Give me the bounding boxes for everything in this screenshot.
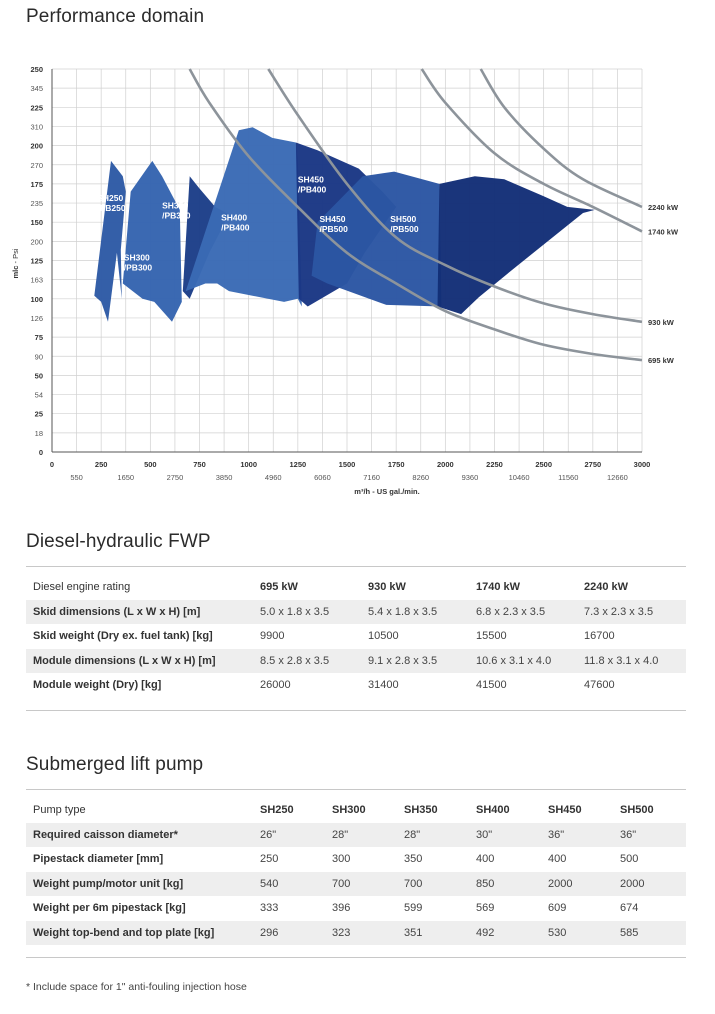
diesel-cell: 9900 [260, 630, 285, 643]
diesel-header-cell: Diesel engine rating [33, 581, 131, 594]
diesel-row-label: Module weight (Dry) [kg] [33, 679, 162, 692]
lift-cell: 30" [469, 823, 541, 848]
y-tick-label: 150 [30, 218, 43, 228]
y-tick-label: 25 [34, 409, 43, 419]
x-tick-label-gpm: 12660 [606, 473, 628, 482]
y-tick-label-psi: 163 [30, 275, 43, 285]
region-label: SH400 /PB400 [221, 212, 250, 233]
lift-cell: 540 [253, 872, 325, 897]
y-tick-label-psi: 18 [34, 428, 43, 438]
y-tick-label-psi: 235 [30, 199, 43, 209]
y-tick-label: 100 [30, 294, 43, 304]
x-tick-label-gpm: 550 [70, 473, 83, 482]
curve-label: 695 kW [648, 356, 674, 366]
x-tick-label: 2750 [584, 460, 602, 469]
diesel-header-cell: 1740 kW [476, 581, 521, 594]
y-tick-label-psi: 90 [34, 352, 43, 362]
y-tick-label: 200 [30, 141, 43, 151]
diesel-cell: 9.1 x 2.8 x 3.5 [361, 649, 469, 674]
y-tick-label-psi: 54 [34, 390, 43, 400]
diesel-row-label: Skid weight (Dry ex. fuel tank) [kg] [33, 630, 213, 643]
x-tick-label-gpm: 3850 [215, 473, 233, 482]
x-axis-title: m³/h - US gal./min. [354, 487, 420, 496]
lift-cell: 850 [469, 872, 541, 897]
lift-row-label: Required caisson diameter* [26, 823, 253, 848]
diesel-cell: 31400 [368, 679, 399, 692]
x-tick-label: 500 [144, 460, 157, 469]
region-label: SH450 /PB500 [319, 214, 348, 235]
y-axis-title-sep: - [11, 258, 20, 266]
lift-cell: 400 [548, 853, 567, 866]
y-tick-label: 175 [30, 179, 43, 189]
performance-title: Performance domain [26, 6, 205, 27]
lift-cell: 2000 [541, 872, 613, 897]
y-tick-label: 225 [30, 103, 43, 113]
lift-header-cell: SH450 [548, 804, 582, 817]
diesel-cell: 11.8 x 3.1 x 4.0 [577, 649, 686, 674]
lift-cell: 36" [613, 823, 686, 848]
diesel-header-row [26, 575, 686, 600]
x-tick-label-gpm: 11560 [558, 473, 579, 482]
x-tick-label-gpm: 10460 [508, 473, 530, 482]
lift-header-cell: SH350 [404, 804, 438, 817]
x-tick-label-gpm: 8260 [412, 473, 430, 482]
x-tick-label: 3000 [633, 460, 651, 469]
x-tick-label-gpm: 1650 [117, 473, 135, 482]
lift-cell: 2000 [613, 872, 686, 897]
lift-cell: 26" [253, 823, 325, 848]
lift-cell: 333 [260, 902, 279, 915]
diesel-row [26, 673, 686, 698]
lift-header-cell: SH500 [620, 804, 654, 817]
lift-cell: 400 [476, 853, 495, 866]
lift-cell: 530 [541, 921, 613, 946]
lift-cell: 492 [469, 921, 541, 946]
lift-header-cell: SH300 [332, 804, 366, 817]
diesel-cell: 26000 [260, 679, 291, 692]
lift-cell: 700 [325, 872, 397, 897]
y-tick-label-psi: 270 [30, 160, 43, 170]
x-tick-label: 750 [193, 460, 206, 469]
lift-row-label: Weight top-bend and top plate [kg] [26, 921, 253, 946]
x-tick-label: 2500 [535, 460, 553, 469]
diesel-row-label: Skid dimensions (L x W x H) [m] [26, 600, 253, 625]
y-tick-label: 250 [30, 65, 43, 74]
lift-row [26, 921, 686, 946]
diesel-row-label: Module dimensions (L x W x H) [m] [26, 649, 253, 674]
lift-row [26, 872, 686, 897]
diesel-title: Diesel-hydraulic FWP [26, 531, 211, 552]
diesel-top-rule [26, 566, 686, 567]
diesel-row [26, 624, 686, 649]
lift-cell: 250 [260, 853, 279, 866]
lift-cell: 585 [613, 921, 686, 946]
lift-cell: 500 [620, 853, 639, 866]
diesel-cell: 5.0 x 1.8 x 3.5 [253, 600, 361, 625]
lift-header-cell: Pump type [33, 804, 86, 817]
lift-row [26, 896, 686, 921]
diesel-cell: 10.6 x 3.1 x 4.0 [469, 649, 577, 674]
y-tick-label: 0 [38, 448, 43, 457]
lift-header-cell: SH250 [260, 804, 294, 817]
diesel-cell: 5.4 x 1.8 x 3.5 [361, 600, 469, 625]
curve-label: 2240 kW [648, 202, 679, 212]
diesel-table [26, 575, 686, 698]
lift-cell: 396 [332, 902, 351, 915]
x-tick-label: 1500 [338, 460, 356, 469]
lift-cell: 569 [476, 902, 495, 915]
lift-header-row [26, 798, 686, 823]
region-label: SH300 /PB300 [123, 252, 153, 273]
diesel-cell: 8.5 x 2.8 x 3.5 [253, 649, 361, 674]
lift-cell: 609 [548, 902, 567, 915]
diesel-cell: 10500 [368, 630, 399, 643]
diesel-row [26, 649, 686, 674]
lift-header-cell: SH400 [476, 804, 510, 817]
curve-label: 930 kW [648, 317, 674, 327]
lift-cell: 300 [332, 853, 351, 866]
lift-table [26, 798, 686, 945]
diesel-cell: 7.3 x 2.3 x 3.5 [577, 600, 686, 625]
diesel-bottom-rule [26, 710, 686, 711]
y-tick-label-psi: 200 [30, 237, 43, 247]
diesel-cell: 15500 [476, 630, 507, 643]
y-tick-label: 50 [34, 371, 43, 381]
lift-row [26, 823, 686, 848]
x-tick-label-gpm: 4960 [264, 473, 282, 482]
y-tick-label: 125 [30, 256, 43, 266]
diesel-cell: 6.8 x 2.3 x 3.5 [469, 600, 577, 625]
region-label: SH350 /PB300 [162, 200, 191, 221]
diesel-cell: 47600 [584, 679, 615, 692]
footnote: * Include space for 1" anti-fouling injection hose [26, 981, 247, 993]
y-tick-label-psi: 345 [30, 84, 43, 94]
lift-cell: 28" [325, 823, 397, 848]
lift-row-label: Weight pump/motor unit [kg] [26, 872, 253, 897]
x-tick-label: 1750 [387, 460, 405, 469]
lift-cell: 351 [397, 921, 469, 946]
y-tick-label-psi: 126 [30, 313, 43, 323]
lift-cell: 36" [541, 823, 613, 848]
lift-top-rule [26, 789, 686, 790]
x-tick-label: 0 [49, 460, 55, 469]
diesel-header-cell: 2240 kW [584, 581, 629, 594]
y-tick-label: 75 [34, 333, 43, 343]
diesel-cell: 16700 [584, 630, 615, 643]
lift-bottom-rule [26, 957, 686, 958]
x-tick-label-gpm: 9360 [461, 473, 479, 482]
region-label: SH250 /PB250 [97, 192, 126, 213]
x-tick-label-gpm: 7160 [363, 473, 380, 482]
region-label: SH450 /PB400 [297, 174, 327, 195]
lift-cell: 296 [253, 921, 325, 946]
lift-row [26, 847, 686, 872]
lift-row-label: Pipestack diameter [mm] [33, 853, 164, 866]
x-tick-label-gpm: 2750 [166, 473, 184, 482]
x-tick-label: 250 [94, 460, 108, 469]
diesel-header-cell: 930 kW [368, 581, 406, 594]
y-tick-label-psi: 310 [30, 122, 43, 132]
lift-cell: 700 [397, 872, 469, 897]
lift-cell: 599 [404, 902, 423, 915]
lift-cell: 28" [397, 823, 469, 848]
x-tick-label: 1250 [289, 460, 307, 469]
lift-cell: 350 [404, 853, 423, 866]
diesel-row [26, 600, 686, 625]
x-tick-label: 2000 [436, 460, 454, 469]
lift-row-label: Weight per 6m pipestack [kg] [33, 902, 186, 915]
x-tick-label: 1000 [240, 460, 258, 469]
diesel-header-cell: 695 kW [260, 581, 298, 594]
curve-label: 1740 kW [648, 227, 679, 237]
region-label: SH500 /PB500 [390, 214, 419, 235]
lift-cell: 674 [620, 902, 639, 915]
lift-title: Submerged lift pump [26, 754, 204, 775]
x-tick-label: 2250 [486, 460, 503, 469]
x-tick-label-gpm: 6060 [314, 473, 331, 482]
lift-cell: 323 [325, 921, 397, 946]
diesel-cell: 41500 [476, 679, 507, 692]
y-axis-title: mlc - Psi [11, 248, 20, 279]
pump-region [123, 161, 182, 322]
